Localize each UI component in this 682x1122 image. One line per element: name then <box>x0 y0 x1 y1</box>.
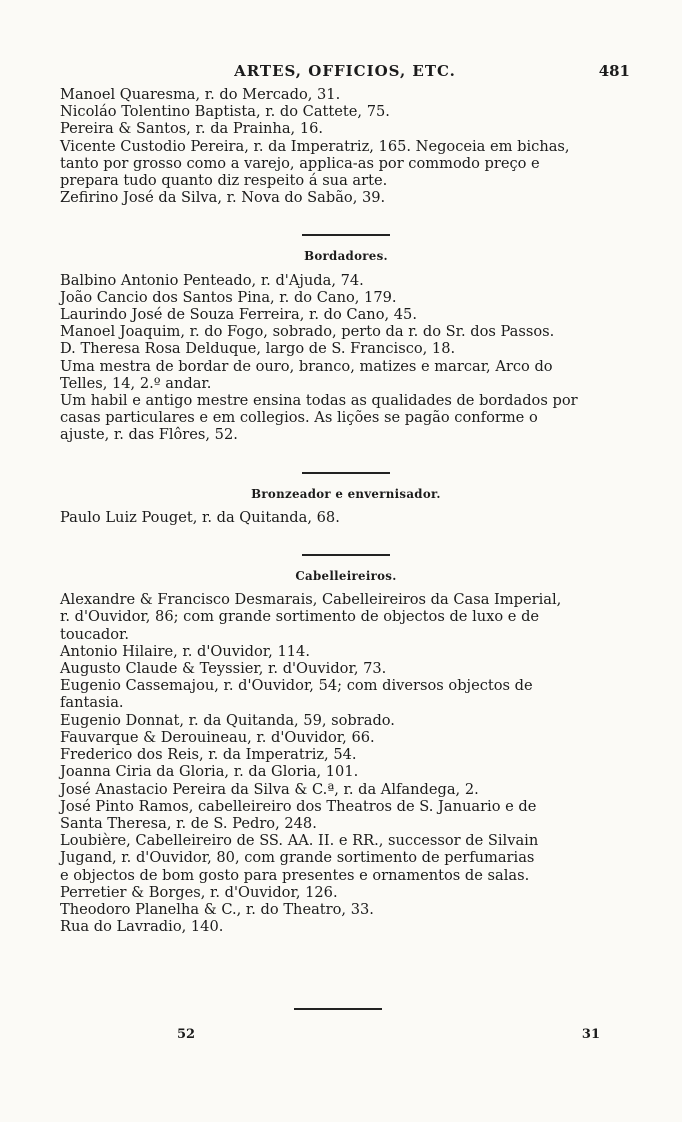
entry-line: Pereira & Santos, r. da Prainha, 16. <box>60 120 324 138</box>
section-gap <box>60 556 632 562</box>
signature-mark-left: 52 <box>177 1027 196 1042</box>
entry-line: José Anastacio Pereira da Silva & C.ª, r. da Alfandega, 2. <box>60 780 479 798</box>
entry-line: Balbino Antonio Penteado, r. d'Ajuda, 74. <box>60 271 364 289</box>
section-title: Bronzeador e envernisador. <box>251 486 441 501</box>
entry-line: r. d'Ouvidor, 86; com grande sortimento de objectos de luxo e de <box>60 608 540 626</box>
entry-line: Theodoro Planelha & C., r. do Theatro, 33. <box>60 900 374 918</box>
directory-entry <box>60 103 632 120</box>
directory-entry <box>60 712 632 729</box>
entry-line: Um habil e antigo mestre ensina todas as qualidades de bordados por <box>60 392 578 410</box>
entry-line: Laurindo José de Souza Ferreira, r. do Cano, 45. <box>60 306 417 324</box>
directory-entry <box>60 392 632 444</box>
directory-entry <box>60 591 632 643</box>
entry-line: Fauvarque & Derouineau, r. d'Ouvidor, 66. <box>60 728 375 746</box>
directory-entry <box>60 643 632 660</box>
directory-entry <box>60 138 632 190</box>
directory-entry <box>60 781 632 798</box>
entry-line: e objectos de bom gosto para presentes e ornamentos de salas. <box>60 866 530 884</box>
directory-entry <box>60 86 632 103</box>
entry-line: João Cancio dos Santos Pina, r. do Cano, 179. <box>60 288 397 306</box>
directory-entry <box>60 884 632 901</box>
directory-entry <box>60 189 632 206</box>
entry-line: Telles, 14, 2.º andar. <box>60 374 212 392</box>
entry-line: Rua do Lavradio, 140. <box>60 918 224 936</box>
directory-entry <box>60 746 632 763</box>
section-title: Cabelleireiros. <box>295 569 397 584</box>
entry-line: Antonio Hilaire, r. d'Ouvidor, 114. <box>60 642 310 660</box>
page-header <box>60 62 630 84</box>
directory-entry <box>60 509 632 526</box>
entry-line: Santa Theresa, r. de S. Pedro, 248. <box>60 814 317 832</box>
directory-entry <box>60 918 632 935</box>
entry-line: Perretier & Borges, r. d'Ouvidor, 126. <box>60 883 338 901</box>
directory-entry <box>60 901 632 918</box>
entry-line: casas particulares e em collegios. As lições se pagão conforme o <box>60 409 538 427</box>
directory-entry <box>60 289 632 306</box>
directory-entry <box>60 763 632 780</box>
running-title: ARTES, OFFICIOS, ETC. <box>234 62 456 80</box>
directory-entry <box>60 340 632 357</box>
section-title: Bordadores. <box>304 249 388 264</box>
page-footer <box>60 1027 630 1047</box>
directory-entry <box>60 272 632 289</box>
entry-line: Nicoláo Tolentino Baptista, r. do Cattete, 75. <box>60 103 390 121</box>
directory-entry <box>60 358 632 392</box>
entry-line: Frederico dos Reis, r. da Imperatriz, 54. <box>60 746 357 764</box>
entry-line: fantasia. <box>60 694 124 712</box>
entry-line: Zefirino José da Silva, r. Nova do Sabão, 39. <box>60 189 386 207</box>
page-number: 481 <box>598 62 630 80</box>
entry-line: Vicente Custodio Pereira, r. da Imperatriz, 165. Negoceia em bichas, <box>60 137 570 155</box>
directory-entry <box>60 323 632 340</box>
directory-entry <box>60 120 632 137</box>
entry-line: Alexandre & Francisco Desmarais, Cabelleireiros da Casa Imperial, <box>60 591 562 609</box>
directory-entry <box>60 798 632 832</box>
section-gap <box>60 526 632 554</box>
directory-entry <box>60 677 632 711</box>
entry-line: Loubière, Cabelleireiro de SS. AA. II. e RR., successor de Silvain <box>60 832 539 850</box>
entry-line: D. Theresa Rosa Delduque, largo de S. Francisco, 18. <box>60 340 456 358</box>
entry-line: Joanna Ciria da Gloria, r. da Gloria, 101. <box>60 763 359 781</box>
section-gap <box>60 206 632 234</box>
entry-line: Jugand, r. d'Ouvidor, 80, com grande sortimento de perfumarias <box>60 849 535 867</box>
entry-line: Eugenio Donnat, r. da Quitanda, 59, sobrado. <box>60 711 395 729</box>
directory-entry <box>60 729 632 746</box>
directory-text <box>60 86 632 935</box>
entry-line: Eugenio Cassemajou, r. d'Ouvidor, 54; com diversos objectos de <box>60 677 533 695</box>
entry-line: Manoel Quaresma, r. do Mercado, 31. <box>60 86 341 103</box>
entry-line: toucador. <box>60 625 130 643</box>
entry-line: Augusto Claude & Teyssier, r. d'Ouvidor, 73. <box>60 660 387 678</box>
entry-line: José Pinto Ramos, cabelleireiro dos Theatros de S. Januario e de <box>60 797 537 815</box>
entry-line: prepara tudo quanto diz respeito á sua arte. <box>60 172 388 190</box>
directory-entry <box>60 660 632 677</box>
directory-entry <box>60 832 632 884</box>
section-gap <box>60 444 632 472</box>
signature-mark-right: 31 <box>581 1027 600 1042</box>
directory-entry <box>60 306 632 323</box>
section-gap <box>60 474 632 480</box>
entry-line: Uma mestra de bordar de ouro, branco, matizes e marcar, Arco do <box>60 357 553 375</box>
section-gap <box>60 236 632 242</box>
entry-line: Manoel Joaquim, r. do Fogo, sobrado, perto da r. do Sr. dos Passos. <box>60 323 555 341</box>
entry-line: ajuste, r. das Flôres, 52. <box>60 426 238 444</box>
entry-line: Paulo Luiz Pouget, r. da Quitanda, 68. <box>60 508 340 526</box>
entry-line: tanto por grosso como a varejo, applica-as por commodo preço e <box>60 154 540 172</box>
end-rule <box>294 1008 382 1010</box>
